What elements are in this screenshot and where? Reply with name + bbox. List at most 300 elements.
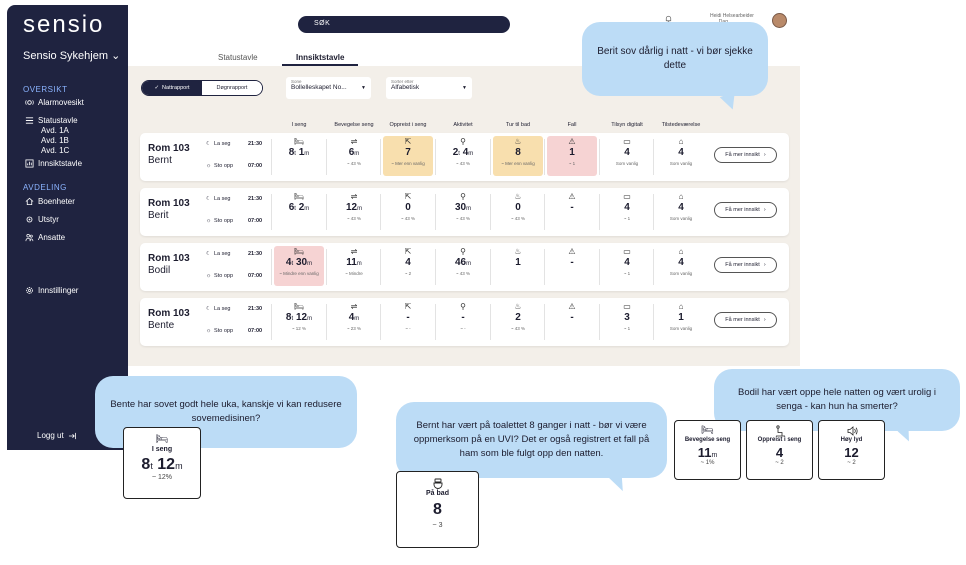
col-header-presence: Tilstedeværelse (661, 122, 701, 128)
metric-change: ~ 43 % (455, 271, 471, 276)
resident-label (148, 198, 190, 222)
metric-change: ~ Mer enn vanlig (391, 161, 425, 166)
column-divider (599, 139, 600, 175)
presence-icon: ⌂ (678, 247, 684, 256)
metric-cell (656, 246, 706, 286)
toggle-label: Nattrapport (162, 85, 190, 91)
logo: sensio (23, 11, 105, 38)
metric-value: 6t 2m (288, 202, 310, 213)
col-header-bathroom: Tur til bad (505, 122, 531, 128)
metric-cell (602, 136, 652, 176)
caret-down-icon: ▼ (361, 85, 366, 91)
toilet-icon: ♨ (514, 302, 522, 311)
metric-cell (438, 246, 488, 286)
metric-value: - (570, 257, 574, 268)
metric-value: 2t 4m (452, 147, 474, 158)
card-label: I seng (151, 446, 173, 453)
metric-cell (274, 136, 324, 176)
col-header-upright: Oppreist i seng (389, 122, 427, 128)
zoom-card-bernt-bathroom (396, 471, 479, 548)
metric-change: ~ 1 (568, 161, 576, 166)
button-label: Få mer innsikt (725, 262, 760, 268)
metric-change: ~ - (405, 326, 411, 331)
wake-value: 07:00 (248, 218, 263, 224)
metric-cell (329, 191, 379, 231)
metric-change: Som vanlig (669, 161, 693, 166)
metric-change: ~ 2 (404, 271, 412, 276)
home-icon (25, 197, 34, 206)
org-selector[interactable] (23, 49, 120, 62)
presence-icon: ⌂ (678, 137, 684, 146)
sidebar-item-label: Boenheter (38, 197, 75, 206)
sidebar-item-label: Ansatte (38, 233, 66, 242)
sidebar-subitem-1b[interactable]: Avd. 1B (41, 136, 69, 145)
moon-icon: ☾ (206, 306, 211, 312)
activity-icon: ⚲ (460, 302, 466, 311)
metric-change: ~ 43 % (400, 216, 416, 221)
bedtime-label: La seg (213, 141, 231, 147)
metric-change: ~ Mindre (345, 271, 363, 276)
resident-name: Bodil (148, 265, 171, 276)
sun-icon: ☼ (206, 218, 212, 224)
metric-change: ~ 43 % (346, 161, 362, 166)
bedtime (206, 141, 263, 147)
insight-icon (25, 159, 34, 168)
dropdown-label: Sone (291, 79, 302, 84)
camera-icon: ▭ (623, 192, 631, 201)
metric-change: ~ - (460, 326, 466, 331)
toggle-night-report[interactable] (142, 81, 202, 95)
metric-value: 30m (454, 202, 472, 213)
camera-icon: ▭ (623, 247, 631, 256)
metric-value: 4 (678, 202, 684, 213)
bedtime-value: 21:30 (248, 306, 263, 312)
column-divider (435, 194, 436, 230)
metric-cell (493, 246, 543, 286)
zoom-card-bente-in-bed (123, 427, 201, 499)
resident-row[interactable] (140, 243, 789, 291)
column-divider (544, 304, 545, 340)
metric-change: ~ 1 (623, 216, 631, 221)
metric-cell (656, 136, 706, 176)
dropdown-value: Alfabetisk (391, 84, 420, 91)
room-number: Rom 103 (148, 143, 190, 154)
moon-icon: ☾ (206, 251, 211, 257)
sidebar-item-label: Statustavle (38, 116, 78, 125)
sidebar-item-label: Innsiktstavle (38, 159, 83, 168)
column-divider (653, 194, 654, 230)
column-divider (544, 139, 545, 175)
metric-value: 4t 30m (285, 257, 313, 268)
wake-label: Sto opp (214, 163, 234, 169)
zoom-card-bodil-noise (818, 420, 885, 480)
metric-cell (602, 191, 652, 231)
sidebar-item-units[interactable] (25, 197, 75, 206)
dropdown-value: Bollelleskapet No... (291, 84, 347, 91)
room-number: Rom 103 (148, 308, 190, 319)
wake-label: Sto opp (214, 273, 234, 279)
metric-change: ~ Mindre enn vanlig (279, 271, 319, 276)
resident-row[interactable] (140, 133, 789, 181)
wake-label: Sto opp (214, 328, 234, 334)
settings-icon (25, 286, 34, 295)
metric-value: 4 (405, 257, 411, 268)
card-label: Oppreist i seng (757, 437, 802, 443)
report-toggle (141, 80, 263, 96)
button-label: Få mer innsikt (725, 317, 760, 323)
chevron-down-icon: ⌄ (111, 50, 121, 62)
col-header-bed-movement: Bevegelse seng (334, 122, 374, 128)
metric-cell (383, 301, 433, 341)
metric-value: 4 (678, 257, 684, 268)
more-insight-button[interactable] (714, 147, 777, 163)
bed-icon: 🛏 (155, 434, 169, 445)
wake-time (206, 163, 263, 169)
metric-change: ~ 1 (623, 326, 631, 331)
bedtime-value: 21:30 (248, 251, 263, 257)
metric-change: ~ Mer enn vanlig (501, 161, 535, 166)
column-divider (271, 304, 272, 340)
card-value: 8t 12m (141, 456, 183, 473)
chevron-right-icon: › (763, 262, 766, 268)
column-divider (599, 194, 600, 230)
upright-icon: ⇱ (404, 137, 412, 146)
column-divider (653, 139, 654, 175)
fall-icon: ⚠ (568, 247, 576, 256)
metric-cell (329, 136, 379, 176)
column-divider (271, 194, 272, 230)
logout-label: Logg ut (37, 431, 64, 440)
camera-icon: ▭ (623, 302, 631, 311)
metric-value: 6m (348, 147, 360, 158)
bedtime-label: La seg (213, 196, 231, 202)
more-insight-button[interactable] (714, 257, 777, 273)
sidebar-item-equipment[interactable] (25, 215, 59, 224)
metric-value: 8t 1m (288, 147, 310, 158)
fall-icon: ⚠ (568, 137, 576, 146)
metric-cell (493, 301, 543, 341)
metric-cell (602, 301, 652, 341)
wake-value: 07:00 (248, 273, 263, 279)
sidebar-item-insight[interactable] (25, 159, 82, 168)
fall-icon: ⚠ (568, 192, 576, 201)
bedtime-value: 21:30 (248, 196, 263, 202)
column-divider (435, 139, 436, 175)
bed-movement-icon: ⇌ (350, 137, 358, 146)
column-divider (380, 194, 381, 230)
presence-icon: ⌂ (678, 302, 684, 311)
resident-row[interactable] (140, 188, 789, 236)
sidebar-subitem-1c[interactable]: Avd. 1C (41, 146, 70, 155)
bed-icon: 🛏 (293, 192, 305, 201)
user-name: Heidi Helsearbeider (710, 13, 754, 19)
bedtime-label: La seg (213, 306, 231, 312)
sun-icon: ☼ (206, 163, 212, 169)
metric-change: Som vanlig (669, 216, 693, 221)
metric-value: 1 (515, 257, 521, 268)
presence-icon: ⌂ (678, 192, 684, 201)
sidebar-item-status[interactable] (25, 116, 78, 125)
column-divider (490, 304, 491, 340)
room-number: Rom 103 (148, 198, 190, 209)
org-name: Sensio Sykehjem (23, 50, 108, 62)
column-divider (435, 249, 436, 285)
bubble-berit: Berit sov dårlig i natt - vi bør sjekke dette (582, 22, 768, 96)
metric-value: 1 (678, 312, 684, 323)
bed-icon: 🛏 (293, 302, 305, 311)
card-value: 12 (844, 445, 859, 460)
zoom-card-bodil-upright (746, 420, 813, 480)
metric-change: ~ 43 % (346, 216, 362, 221)
column-divider (490, 139, 491, 175)
resident-label (148, 143, 190, 167)
metric-value: 8t 12m (285, 312, 313, 323)
metric-value: - (461, 312, 465, 323)
column-divider (326, 304, 327, 340)
column-divider (599, 249, 600, 285)
chevron-right-icon: › (763, 317, 766, 323)
column-divider (435, 304, 436, 340)
resident-name: Bernt (148, 155, 172, 166)
resident-name: Berit (148, 210, 169, 221)
bedtime (206, 251, 263, 257)
metric-change: ~ 43 % (510, 216, 526, 221)
logout-icon (68, 432, 77, 440)
speaker-icon (819, 425, 884, 437)
caret-down-icon: ▼ (462, 85, 467, 91)
fall-icon: ⚠ (568, 302, 576, 311)
wake-label: Sto opp (214, 218, 234, 224)
metric-value: 12m (345, 202, 363, 213)
card-change: ~ 12% (151, 474, 173, 481)
camera-icon: ▭ (623, 137, 631, 146)
metric-value: - (570, 312, 574, 323)
resident-label (148, 308, 190, 332)
metric-change: Som vanlig (669, 271, 693, 276)
metric-cell (329, 246, 379, 286)
sun-icon: ☼ (206, 273, 212, 279)
column-divider (544, 249, 545, 285)
column-divider (490, 249, 491, 285)
wake-value: 07:00 (248, 328, 263, 334)
metric-change: ~ 43 % (455, 161, 471, 166)
metric-cell (547, 191, 597, 231)
metric-value: 4 (624, 257, 630, 268)
column-divider (271, 139, 272, 175)
bed-movement-icon: ⇌ (350, 302, 358, 311)
activity-icon: ⚲ (460, 247, 466, 256)
sidebar-subitem-1a[interactable]: Avd. 1A (41, 126, 69, 135)
metric-cell (383, 246, 433, 286)
metric-change: Som vanlig (669, 326, 693, 331)
card-value: 11m (697, 445, 718, 460)
metric-cell (383, 136, 433, 176)
check-icon: ✓ (154, 85, 160, 91)
metric-cell (656, 301, 706, 341)
column-divider (271, 249, 272, 285)
upright-icon: ⇱ (404, 247, 412, 256)
col-header-activity: Aktivitet (453, 122, 473, 128)
section-overview: OVERSIKT (23, 85, 68, 94)
bed-icon: 🛏 (293, 137, 305, 146)
resident-row[interactable] (140, 298, 789, 346)
toilet-icon: ♨ (514, 192, 522, 201)
metric-change: ~ 43 % (455, 216, 471, 221)
metric-cell (274, 191, 324, 231)
metric-cell (602, 246, 652, 286)
toilet-icon: ♨ (514, 247, 522, 256)
toilet-icon: ♨ (514, 137, 522, 146)
col-header-fall: Fall (567, 122, 577, 128)
unit-dropdown[interactable] (286, 77, 371, 99)
upright-icon (747, 425, 812, 437)
metric-change: ~ 23 % (346, 326, 362, 331)
column-divider (544, 194, 545, 230)
sidebar-item-staff[interactable] (25, 233, 65, 242)
metric-cell (656, 191, 706, 231)
wake-time (206, 328, 263, 334)
metric-value: - (570, 202, 574, 213)
column-divider (599, 304, 600, 340)
search-input[interactable]: SØK (298, 16, 510, 33)
avatar[interactable] (772, 13, 787, 28)
column-divider (380, 139, 381, 175)
logout-button[interactable] (37, 431, 77, 440)
bedtime (206, 306, 263, 312)
column-divider (653, 249, 654, 285)
column-divider (490, 194, 491, 230)
wake-time (206, 218, 263, 224)
metric-value: 3 (624, 312, 630, 323)
bed-movement-icon: ⇌ (350, 192, 358, 201)
card-change: ~ 2 (775, 460, 784, 466)
bubble-bernt: Bernt har vært på toalettet 8 ganger i natt - bør vi være oppmerksom på en UVI? Det er også registrert et fall på ham som ble fulgt opp den natten. (396, 402, 667, 478)
metric-cell (547, 301, 597, 341)
activity-icon: ⚲ (460, 137, 466, 146)
metric-change: ~ 43 % (510, 326, 526, 331)
toggle-day-report[interactable]: Døgnrapport (202, 81, 262, 95)
metric-change: ~ 12 % (291, 326, 307, 331)
bed-icon: 🛏 (293, 247, 305, 256)
alarm-icon (25, 98, 34, 107)
more-insight-button[interactable] (714, 202, 777, 218)
sidebar-item-label: Innstillinger (38, 286, 79, 295)
bedtime-value: 21:30 (248, 141, 263, 147)
sun-icon: ☼ (206, 328, 212, 334)
upright-icon: ⇱ (404, 302, 412, 311)
section-department: AVDELING (23, 183, 67, 192)
upright-icon: ⇱ (404, 192, 412, 201)
moon-icon: ☾ (206, 196, 211, 202)
metric-cell (383, 191, 433, 231)
metric-value: 11m (346, 257, 362, 268)
sidebar-item-label: Alarmovesikt (38, 98, 84, 107)
column-divider (326, 249, 327, 285)
card-label: Høy lyd (840, 437, 863, 443)
sidebar-item-alarm[interactable] (25, 98, 84, 107)
moon-icon: ☾ (206, 141, 211, 147)
col-header-digital: Tilsyn digitalt (611, 122, 643, 128)
metric-cell (547, 246, 597, 286)
button-label: Få mer innsikt (725, 207, 760, 213)
metric-value: - (406, 312, 410, 323)
metric-cell (438, 301, 488, 341)
list-icon (25, 116, 34, 125)
col-header-in-bed: I seng (291, 122, 307, 128)
toilet-icon (397, 478, 478, 490)
metric-value: 4m (348, 312, 360, 323)
bed-movement-icon: ⇌ (350, 247, 358, 256)
zoom-card-bodil-movement (674, 420, 741, 480)
card-change: ~ 3 (432, 522, 443, 529)
metric-cell (274, 301, 324, 341)
wake-time (206, 273, 263, 279)
metric-value: 4 (624, 202, 630, 213)
bed-movement-icon: 🛏 (701, 425, 714, 436)
metric-change: Som vanlig (615, 161, 639, 166)
column-divider (326, 139, 327, 175)
metric-cell (547, 136, 597, 176)
metric-value: 0 (515, 202, 521, 213)
more-insight-button[interactable] (714, 312, 777, 328)
metric-cell (438, 191, 488, 231)
people-icon (25, 233, 34, 242)
metric-value: 4 (624, 147, 630, 158)
tab-insight[interactable]: Innsiktstavle (296, 53, 345, 62)
sort-dropdown[interactable] (386, 77, 472, 99)
resident-name: Bente (148, 320, 175, 331)
metric-value: 4 (678, 147, 684, 158)
metric-cell (329, 301, 379, 341)
metric-value: 1 (569, 147, 575, 158)
bedtime (206, 196, 263, 202)
metric-change: ~ 1 (623, 271, 631, 276)
card-value: 4 (775, 445, 784, 460)
bedtime-label: La seg (213, 251, 231, 257)
column-divider (380, 249, 381, 285)
bubble-bente: Bente har sovet godt hele uka, kanskje vi kan redusere sovemedisinen? (95, 376, 357, 448)
metric-value: 46m (454, 257, 472, 268)
metric-cell (438, 136, 488, 176)
metric-value: 8 (515, 147, 521, 158)
metric-cell (493, 136, 543, 176)
card-value: 8 (433, 501, 442, 518)
wake-value: 07:00 (248, 163, 263, 169)
column-divider (326, 194, 327, 230)
card-label: Bevegelse seng (684, 437, 731, 443)
metric-cell (274, 246, 324, 286)
metric-value: 7 (405, 147, 411, 158)
bubble-bodil: Bodil har vært oppe hele natten og vært urolig i senga - kan hun ha smerter? (714, 369, 960, 431)
activity-icon: ⚲ (460, 192, 466, 201)
card-change: ~ 2 (847, 460, 856, 466)
sidebar-item-label: Utstyr (38, 215, 59, 224)
column-divider (653, 304, 654, 340)
button-label: Få mer innsikt (725, 152, 760, 158)
sidebar-item-settings[interactable] (25, 286, 78, 295)
resident-label (148, 253, 190, 277)
metric-value: 2 (515, 312, 521, 323)
chevron-right-icon: › (763, 207, 766, 213)
metric-value: 0 (405, 202, 411, 213)
dropdown-label: Sorter etter (391, 79, 414, 84)
card-change: ~ 1% (700, 460, 715, 466)
gear-icon (25, 215, 34, 224)
tab-status[interactable]: Statustavle (218, 53, 258, 62)
chevron-right-icon: › (763, 152, 766, 158)
room-number: Rom 103 (148, 253, 190, 264)
card-label: På bad (426, 490, 449, 497)
